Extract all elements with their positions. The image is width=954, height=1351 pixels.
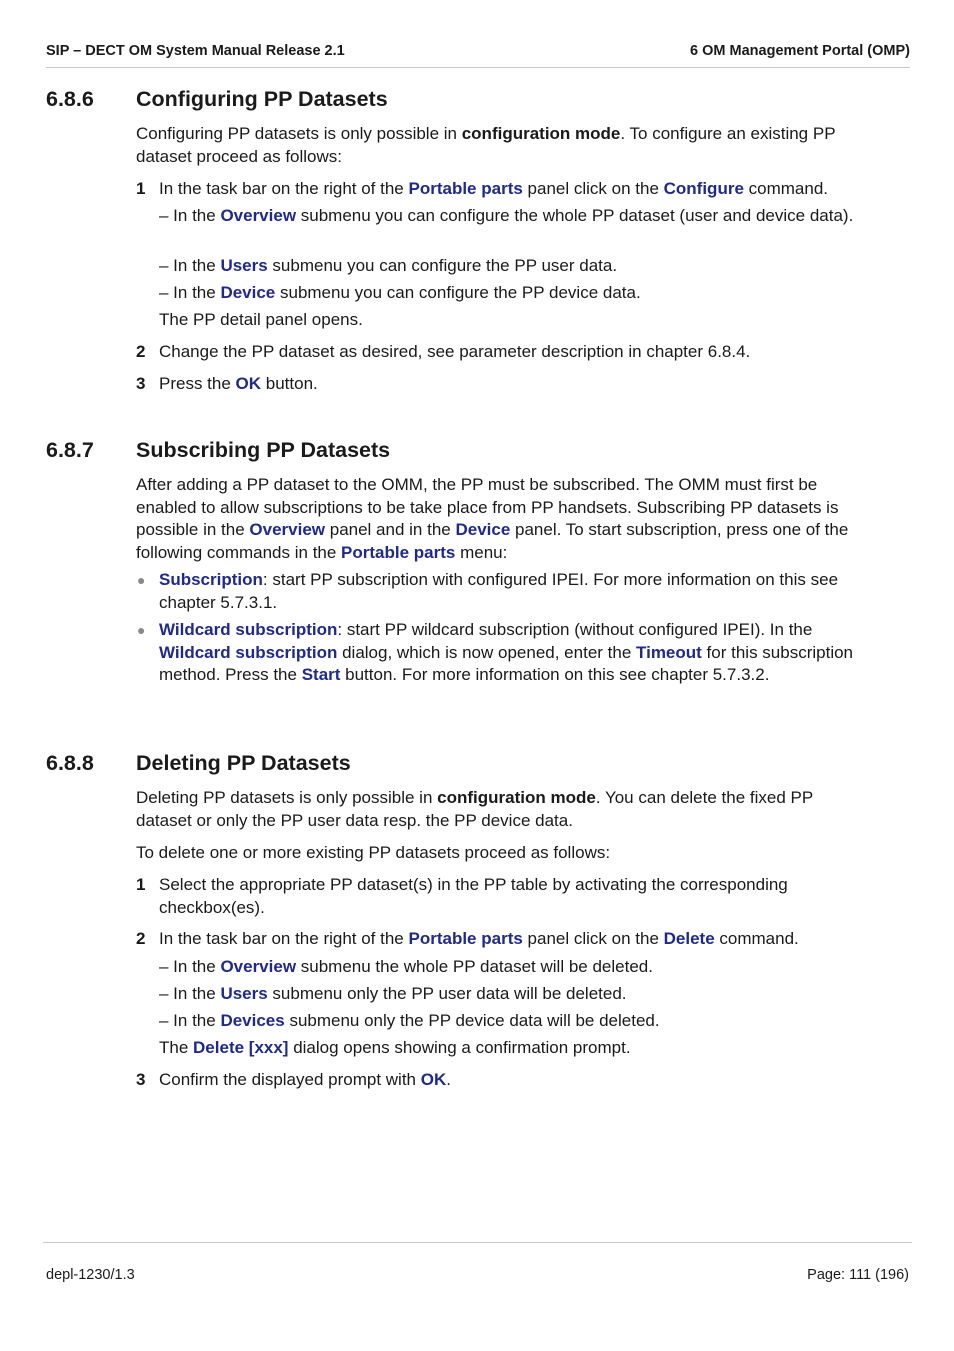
bullet-subscription: ● Subscription: start PP subscription with configured IPEI. For more information on this see chapter 5.7.3.1.: [137, 570, 839, 612]
section-title: Subscribing PP Datasets: [136, 438, 391, 462]
document-id: depl-1230/1.3: [46, 1267, 135, 1283]
page-header: [46, 43, 910, 68]
bullet-wildcard-subscription: ● Wildcard subscription: start PP wildcard subscription (without configured IPEI). In the Wildcard subscription dialog, which is now opened, enter the Timeout for this subscription method. Press the Start button. For more information on this see chapter 5.7.3.2.: [137, 620, 854, 685]
section-heading-6-8-6: [46, 87, 388, 112]
substep-delete-dialog: The Delete [xxx] dialog opens showing a confirmation prompt.: [159, 1038, 631, 1057]
section-number: 6.8.7: [46, 438, 94, 462]
step-3-confirm: 3 Confirm the displayed prompt with OK.: [136, 1070, 451, 1089]
paragraph-intro-deleting: Deleting PP datasets is only possible in configuration mode. You can delete the fixed PP dataset or only the PP user data resp. the PP device data.: [136, 788, 813, 830]
paragraph-intro-subscribing: After adding a PP dataset to the OMM, the PP must be subscribed. The OMM must first be enabled to allow subscriptions to be take place from PP handsets. Subscribing PP datasets is possible in the Overview panel and in the Device panel. To start subscription, press one of the following commands in the Portable parts menu:: [136, 475, 849, 563]
substep-detail-panel: The PP detail panel opens.: [159, 310, 363, 329]
paragraph-delete-howto: To delete one or more existing PP datasets proceed as follows:: [136, 843, 611, 862]
section-title: Deleting PP Datasets: [136, 751, 351, 775]
bullet-icon: ●: [137, 622, 146, 638]
step-2-delete: 2 In the task bar on the right of the Portable parts panel click on the Delete command.: [136, 929, 799, 948]
section-title: Configuring PP Datasets: [136, 87, 388, 111]
section-number: 6.8.8: [46, 751, 94, 775]
bullet-icon: ●: [137, 572, 146, 588]
step-3-press-ok: 3 Press the OK button.: [136, 374, 318, 393]
step-2-change: 2 Change the PP dataset as desired, see parameter description in chapter 6.8.4.: [136, 342, 751, 361]
page-number: Page: 111 (196): [807, 1267, 909, 1283]
step-1-configure: 1 In the task bar on the right of the Portable parts panel click on the Configure command.: [136, 179, 828, 198]
substep-overview: – In the Overview submenu you can configure the whole PP dataset (user and device data).: [159, 206, 854, 225]
header-title: SIP – DECT OM System Manual Release 2.1: [46, 43, 345, 59]
substep-device: – In the Device submenu you can configure the PP device data.: [159, 283, 641, 302]
substep-devices-delete: – In the Devices submenu only the PP device data will be deleted.: [159, 1011, 660, 1030]
step-1-select: 1 Select the appropriate PP dataset(s) in the PP table by activating the corresponding checkbox(es).: [136, 875, 788, 917]
paragraph-intro-configuring: Configuring PP datasets is only possible in configuration mode. To configure an existing PP dataset proceed as follows:: [136, 124, 836, 166]
section-heading-6-8-8: [46, 751, 351, 776]
substep-users: – In the Users submenu you can configure the PP user data.: [159, 256, 618, 275]
substep-users-delete: – In the Users submenu only the PP user data will be deleted.: [159, 984, 627, 1003]
header-chapter: 6 OM Management Portal (OMP): [690, 43, 910, 59]
section-number: 6.8.6: [46, 87, 94, 111]
section-heading-6-8-7: [46, 438, 390, 463]
substep-overview-delete: – In the Overview submenu the whole PP dataset will be deleted.: [159, 957, 653, 976]
page-footer: [43, 1242, 912, 1283]
